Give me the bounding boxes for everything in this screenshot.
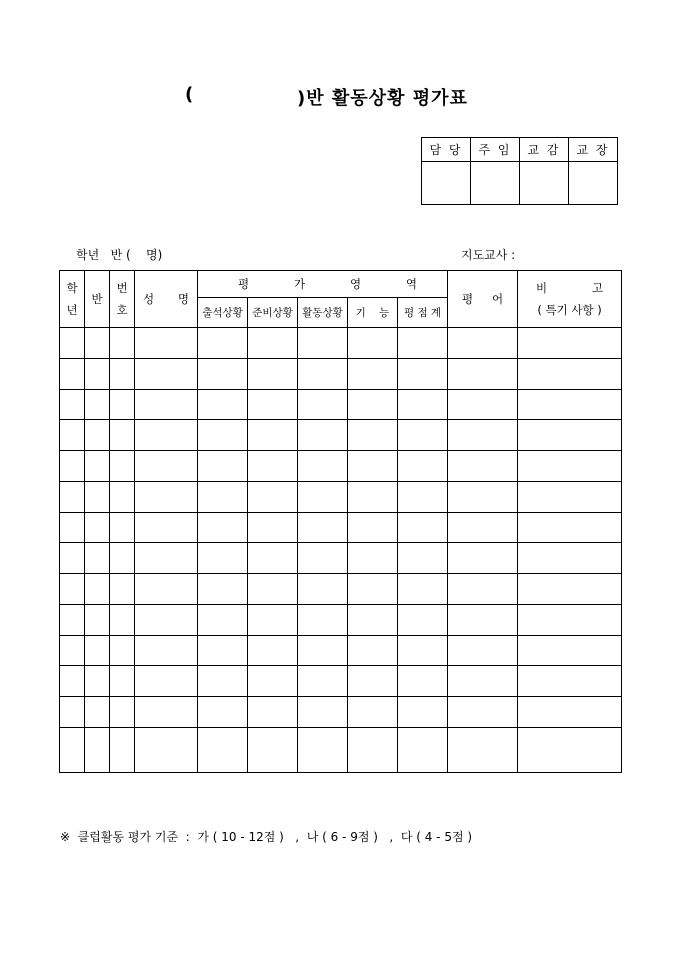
table-cell[interactable] [298, 666, 348, 697]
table-cell[interactable] [298, 543, 348, 574]
table-cell[interactable] [248, 635, 298, 666]
table-cell[interactable] [135, 328, 198, 359]
table-cell[interactable] [110, 512, 135, 543]
table-cell[interactable] [398, 604, 448, 635]
evaluation-table [59, 270, 622, 773]
header-number: 번 호 [110, 271, 135, 328]
table-body [60, 328, 622, 773]
table-cell[interactable] [398, 697, 448, 728]
table-cell[interactable] [348, 358, 398, 389]
table-cell[interactable] [398, 451, 448, 482]
table-cell[interactable] [135, 420, 198, 451]
table-cell[interactable] [198, 543, 248, 574]
table-cell[interactable] [398, 512, 448, 543]
table-cell[interactable] [198, 574, 248, 605]
table-cell[interactable] [110, 543, 135, 574]
table-cell[interactable] [248, 574, 298, 605]
table-cell[interactable] [298, 604, 348, 635]
table-cell[interactable] [348, 635, 398, 666]
table-cell[interactable] [248, 451, 298, 482]
table-cell[interactable] [85, 635, 110, 666]
table-cell[interactable] [298, 635, 348, 666]
table-row [60, 328, 622, 359]
table-cell[interactable] [135, 543, 198, 574]
table-cell[interactable] [398, 727, 448, 772]
table-cell[interactable] [398, 328, 448, 359]
table-cell[interactable] [60, 420, 85, 451]
header-comment: 평 어 [448, 271, 518, 328]
table-row [60, 574, 622, 605]
table-cell[interactable] [448, 328, 518, 359]
table-cell[interactable] [60, 635, 85, 666]
table-cell[interactable] [398, 666, 448, 697]
header-name: 성 명 [135, 271, 198, 328]
table-cell[interactable] [135, 727, 198, 772]
table-row [60, 697, 622, 728]
table-cell[interactable] [448, 543, 518, 574]
table-cell[interactable] [518, 727, 622, 772]
table-cell[interactable] [248, 481, 298, 512]
title-text: )반 활동상황 평가표 [297, 88, 468, 109]
approval-sign-4[interactable] [569, 162, 618, 205]
table-cell[interactable] [85, 574, 110, 605]
table-cell[interactable] [348, 574, 398, 605]
table-row [60, 481, 622, 512]
table-row [60, 635, 622, 666]
table-cell[interactable] [85, 328, 110, 359]
table-cell[interactable] [85, 543, 110, 574]
table-cell[interactable] [248, 358, 298, 389]
header-skill: 기 능 [348, 298, 398, 328]
table-cell[interactable] [348, 512, 398, 543]
table-cell[interactable] [198, 389, 248, 420]
table-cell[interactable] [110, 697, 135, 728]
table-row [60, 543, 622, 574]
table-cell[interactable] [518, 328, 622, 359]
table-cell[interactable] [298, 697, 348, 728]
table-cell[interactable] [198, 635, 248, 666]
table-cell[interactable] [110, 727, 135, 772]
table-cell[interactable] [110, 635, 135, 666]
header-grade: 학 년 [60, 271, 85, 328]
table-row [60, 512, 622, 543]
table-cell[interactable] [85, 451, 110, 482]
table-cell[interactable] [448, 420, 518, 451]
title-open-paren: ( [185, 84, 194, 105]
table-cell[interactable] [518, 358, 622, 389]
table-cell[interactable] [85, 358, 110, 389]
table-cell[interactable] [298, 727, 348, 772]
approval-sign-1[interactable] [422, 162, 471, 205]
table-cell[interactable] [198, 512, 248, 543]
table-cell[interactable] [110, 574, 135, 605]
table-cell[interactable] [348, 389, 398, 420]
table-cell[interactable] [348, 451, 398, 482]
table-cell[interactable] [518, 635, 622, 666]
table-cell[interactable] [518, 481, 622, 512]
table-cell[interactable] [135, 358, 198, 389]
table-cell[interactable] [85, 727, 110, 772]
table-cell[interactable] [448, 697, 518, 728]
table-cell[interactable] [348, 543, 398, 574]
table-cell[interactable] [448, 574, 518, 605]
table-cell[interactable] [398, 481, 448, 512]
table-cell[interactable] [448, 512, 518, 543]
table-cell[interactable] [348, 481, 398, 512]
table-cell[interactable] [85, 697, 110, 728]
table-cell[interactable] [60, 574, 85, 605]
table-cell[interactable] [60, 697, 85, 728]
table-cell[interactable] [348, 604, 398, 635]
table-cell[interactable] [135, 604, 198, 635]
table-cell[interactable] [198, 697, 248, 728]
table-cell[interactable] [85, 512, 110, 543]
table-cell[interactable] [135, 574, 198, 605]
class-info: 학년 반 ( 명) [76, 248, 163, 262]
table-cell[interactable] [248, 727, 298, 772]
table-cell[interactable] [60, 604, 85, 635]
table-cell[interactable] [110, 420, 135, 451]
table-cell[interactable] [110, 389, 135, 420]
table-cell[interactable] [135, 635, 198, 666]
table-row [60, 727, 622, 772]
table-cell[interactable] [348, 328, 398, 359]
table-cell[interactable] [248, 389, 298, 420]
table-cell[interactable] [518, 451, 622, 482]
table-cell[interactable] [298, 420, 348, 451]
table-cell[interactable] [298, 389, 348, 420]
table-cell[interactable] [518, 574, 622, 605]
table-cell[interactable] [60, 389, 85, 420]
header-preparation: 준비상황 [248, 298, 298, 328]
table-cell[interactable] [518, 697, 622, 728]
table-cell[interactable] [60, 358, 85, 389]
table-cell[interactable] [110, 451, 135, 482]
table-row [60, 358, 622, 389]
table-cell[interactable] [135, 481, 198, 512]
table-cell[interactable] [60, 666, 85, 697]
table-cell[interactable] [348, 420, 398, 451]
table-cell[interactable] [85, 481, 110, 512]
table-cell[interactable] [248, 543, 298, 574]
table-cell[interactable] [448, 635, 518, 666]
table-cell[interactable] [110, 481, 135, 512]
table-cell[interactable] [298, 451, 348, 482]
table-cell[interactable] [60, 328, 85, 359]
table-cell[interactable] [135, 512, 198, 543]
teacher-label: 지도교사 : [461, 248, 516, 262]
table-cell[interactable] [448, 666, 518, 697]
table-cell[interactable] [60, 727, 85, 772]
table-cell[interactable] [60, 512, 85, 543]
table-cell[interactable] [518, 543, 622, 574]
table-cell[interactable] [198, 727, 248, 772]
header-activity: 활동상황 [298, 298, 348, 328]
table-cell[interactable] [198, 666, 248, 697]
approval-sign-2[interactable] [471, 162, 520, 205]
table-cell[interactable] [110, 328, 135, 359]
table-cell[interactable] [198, 420, 248, 451]
table-cell[interactable] [110, 604, 135, 635]
header-remark: 비 고 ( 특기 사항 ) [518, 271, 622, 328]
table-cell[interactable] [60, 543, 85, 574]
table-row [60, 389, 622, 420]
approval-box [421, 137, 618, 205]
approval-header-2: 주 임 [471, 138, 520, 162]
table-cell[interactable] [248, 328, 298, 359]
table-cell[interactable] [198, 358, 248, 389]
table-cell[interactable] [518, 389, 622, 420]
table-cell[interactable] [348, 666, 398, 697]
table-row [60, 666, 622, 697]
table-cell[interactable] [298, 512, 348, 543]
table-cell[interactable] [135, 389, 198, 420]
table-cell[interactable] [448, 358, 518, 389]
table-cell[interactable] [248, 604, 298, 635]
table-cell[interactable] [135, 666, 198, 697]
table-cell[interactable] [248, 666, 298, 697]
table-cell[interactable] [398, 358, 448, 389]
table-cell[interactable] [348, 697, 398, 728]
table-cell[interactable] [110, 358, 135, 389]
header-total: 평 점 계 [398, 298, 448, 328]
table-cell[interactable] [518, 604, 622, 635]
table-cell[interactable] [398, 389, 448, 420]
table-cell[interactable] [448, 727, 518, 772]
table-cell[interactable] [198, 481, 248, 512]
header-evaluation-area: 평 가 영 역 [198, 271, 448, 298]
table-cell[interactable] [248, 697, 298, 728]
table-cell[interactable] [398, 420, 448, 451]
table-cell[interactable] [448, 481, 518, 512]
table-cell[interactable] [348, 727, 398, 772]
table-cell[interactable] [60, 481, 85, 512]
evaluation-criteria: ※ 클럽활동 평가 기준 : 가 ( 10 - 12점 ) , 나 ( 6 - 9점 ) , 다 ( 4 - 5점 ) [60, 830, 473, 844]
table-cell[interactable] [110, 666, 135, 697]
table-cell[interactable] [198, 328, 248, 359]
table-cell[interactable] [398, 543, 448, 574]
table-cell[interactable] [135, 697, 198, 728]
table-cell[interactable] [85, 420, 110, 451]
table-cell[interactable] [85, 666, 110, 697]
table-cell[interactable] [398, 574, 448, 605]
table-cell[interactable] [518, 666, 622, 697]
table-cell[interactable] [85, 389, 110, 420]
table-cell[interactable] [60, 451, 85, 482]
table-cell[interactable] [448, 389, 518, 420]
table-cell[interactable] [198, 604, 248, 635]
approval-header-1: 담 당 [422, 138, 471, 162]
table-row [60, 604, 622, 635]
table-cell[interactable] [248, 420, 298, 451]
table-cell[interactable] [298, 574, 348, 605]
table-row [60, 420, 622, 451]
table-cell[interactable] [518, 512, 622, 543]
approval-sign-3[interactable] [520, 162, 569, 205]
table-cell[interactable] [248, 512, 298, 543]
table-cell[interactable] [85, 604, 110, 635]
table-cell[interactable] [298, 328, 348, 359]
approval-header-3: 교 감 [520, 138, 569, 162]
table-cell[interactable] [518, 420, 622, 451]
table-cell[interactable] [398, 635, 448, 666]
table-cell[interactable] [198, 451, 248, 482]
table-row [60, 451, 622, 482]
approval-header-4: 교 장 [569, 138, 618, 162]
table-cell[interactable] [448, 451, 518, 482]
table-cell[interactable] [298, 358, 348, 389]
header-attendance: 출석상황 [198, 298, 248, 328]
header-class: 반 [85, 271, 110, 328]
table-cell[interactable] [298, 481, 348, 512]
table-cell[interactable] [448, 604, 518, 635]
table-cell[interactable] [135, 451, 198, 482]
